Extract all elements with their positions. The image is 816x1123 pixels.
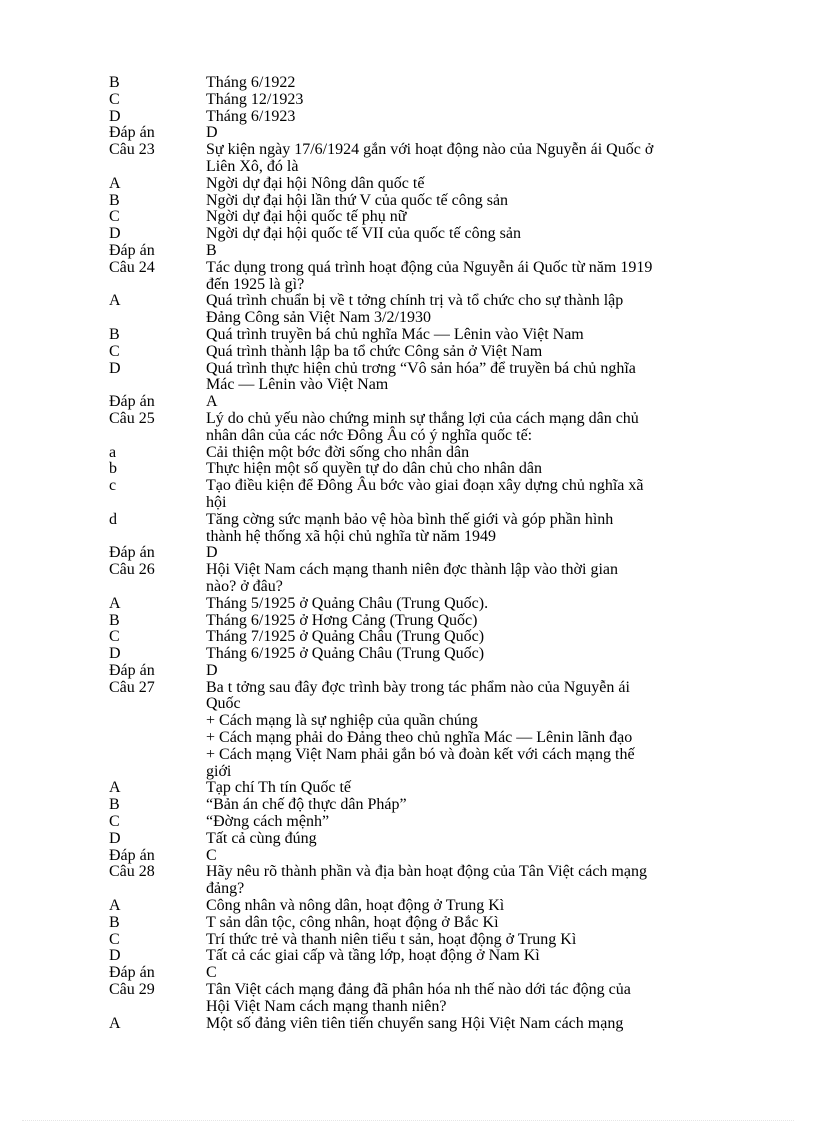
text-line: Tác dụng trong quá trình hoạt động của Nguyễn ái Quốc từ năm 1919 bbox=[206, 258, 653, 276]
row-text bbox=[206, 176, 749, 193]
row-label: C bbox=[109, 90, 120, 108]
row-text bbox=[206, 932, 749, 949]
row-label: b bbox=[109, 460, 117, 478]
question-row bbox=[109, 982, 749, 1016]
question-row bbox=[109, 293, 749, 327]
text-line: Mác — Lênin vào Việt Nam bbox=[206, 376, 389, 394]
text-line: B bbox=[206, 241, 217, 259]
row-label: c bbox=[109, 477, 117, 495]
row-label: D bbox=[109, 225, 121, 243]
row-text bbox=[206, 680, 749, 781]
text-line: + Cách mạng là sự nghiệp của quần chúng bbox=[206, 712, 478, 730]
row-text bbox=[206, 864, 749, 898]
row-text bbox=[206, 948, 749, 965]
row-label: B bbox=[109, 796, 120, 814]
text-line: Ba t tởng sau đây đợc trình bày trong tác phẩm nào của Nguyễn ái bbox=[206, 678, 630, 696]
text-line: Ngời dự đại hội lần thứ V của quốc tế công sản bbox=[206, 191, 509, 209]
row-label: Đáp án bbox=[109, 846, 155, 864]
question-row bbox=[109, 663, 749, 680]
question-row bbox=[109, 613, 749, 630]
text-line: C bbox=[206, 964, 217, 982]
text-line: D bbox=[206, 661, 218, 679]
text-line: Sự kiện ngày 17/6/1924 gắn với hoạt động nào của Nguyễn ái Quốc ở bbox=[206, 141, 654, 159]
row-label: Câu 27 bbox=[109, 678, 155, 696]
row-text bbox=[206, 629, 749, 646]
row-text bbox=[206, 848, 749, 865]
row-text bbox=[206, 293, 749, 327]
question-row bbox=[109, 915, 749, 932]
text-line: + Cách mạng phải do Đảng theo chủ nghĩa Mác — Lênin lãnh đạo bbox=[206, 729, 633, 747]
question-row bbox=[109, 797, 749, 814]
question-row bbox=[109, 864, 749, 898]
text-line: Đảng Công sản Việt Nam 3/2/1930 bbox=[206, 309, 431, 327]
row-text bbox=[206, 545, 749, 562]
question-row bbox=[109, 965, 749, 982]
row-label: A bbox=[109, 292, 121, 310]
row-label: A bbox=[109, 897, 121, 915]
row-text bbox=[206, 814, 749, 831]
row-text bbox=[206, 344, 749, 361]
question-row bbox=[109, 394, 749, 411]
row-label: Đáp án bbox=[109, 964, 155, 982]
row-label: Câu 29 bbox=[109, 981, 155, 999]
row-label: B bbox=[109, 611, 120, 629]
row-text bbox=[206, 461, 749, 478]
text-line: Tháng 6/1923 bbox=[206, 107, 296, 125]
row-label: C bbox=[109, 208, 120, 226]
question-row bbox=[109, 142, 749, 176]
row-label: D bbox=[109, 359, 121, 377]
text-line: nhân dân của các nớc Đông Âu có ý nghĩa quốc tế: bbox=[206, 426, 533, 444]
text-line: thành hệ thống xã hội chủ nghĩa từ năm 1949 bbox=[206, 527, 496, 545]
text-line: Tháng 12/1923 bbox=[206, 90, 304, 108]
question-row bbox=[109, 646, 749, 663]
row-label: Đáp án bbox=[109, 241, 155, 259]
row-label: D bbox=[109, 645, 121, 663]
text-line: Tháng 7/1925 ở Quảng Châu (Trung Quốc) bbox=[206, 628, 485, 646]
text-line: Quá trình thực hiện chủ trơng “Vô sản hóa” để truyền bá chủ nghĩa bbox=[206, 359, 636, 377]
text-line: Tháng 6/1922 bbox=[206, 74, 296, 91]
row-text bbox=[206, 663, 749, 680]
question-row bbox=[109, 260, 749, 294]
question-row bbox=[109, 545, 749, 562]
question-row bbox=[109, 948, 749, 965]
row-text bbox=[206, 193, 749, 210]
row-label: A bbox=[109, 779, 121, 797]
text-line: Quá trình chuẩn bị về t tởng chính trị và tổ chức cho sự thành lập bbox=[206, 292, 624, 310]
text-line: Ngời dự đại hội Nông dân quốc tế bbox=[206, 174, 425, 192]
question-row bbox=[109, 411, 749, 445]
question-row bbox=[109, 243, 749, 260]
row-label: A bbox=[109, 594, 121, 612]
row-label: D bbox=[109, 947, 121, 965]
row-text bbox=[206, 915, 749, 932]
question-row bbox=[109, 831, 749, 848]
row-label: B bbox=[109, 191, 120, 209]
text-line: C bbox=[206, 846, 217, 864]
question-row bbox=[109, 344, 749, 361]
text-line: Tất cả cùng đúng bbox=[206, 829, 317, 847]
question-row bbox=[109, 780, 749, 797]
text-line: Liên Xô, đó là bbox=[206, 157, 299, 175]
text-line: Hội Việt Nam cách mạng thanh niên đợc thành lập vào thời gian bbox=[206, 561, 618, 579]
row-label: C bbox=[109, 930, 120, 948]
row-label: C bbox=[109, 628, 120, 646]
text-line: + Cách mạng Việt Nam phải gắn bó và đoàn kết với cách mạng thế bbox=[206, 745, 635, 763]
text-line: đến 1925 là gì? bbox=[206, 275, 305, 293]
text-line: hội bbox=[206, 493, 227, 511]
row-text bbox=[206, 562, 749, 596]
row-label: A bbox=[109, 174, 121, 192]
row-text bbox=[206, 898, 749, 915]
question-row bbox=[109, 478, 749, 512]
text-line: Trí thức trẻ và thanh niên tiểu t sản, hoạt động ở Trung Kì bbox=[206, 930, 577, 948]
row-text bbox=[206, 797, 749, 814]
text-line: Tất cả các giai cấp và tầng lớp, hoạt động ở Nam Kì bbox=[206, 947, 540, 965]
question-row bbox=[109, 125, 749, 142]
row-text bbox=[206, 260, 749, 294]
text-line: Tạp chí Th tín Quốc tế bbox=[206, 779, 351, 797]
row-label: Câu 25 bbox=[109, 409, 155, 427]
text-line: Hội Việt Nam cách mạng thanh niên? bbox=[206, 997, 447, 1015]
row-label: d bbox=[109, 510, 117, 528]
text-line: Một số đảng viên tiên tiến chuyển sang Hội Việt Nam cách mạng bbox=[206, 1014, 624, 1032]
text-line: giới bbox=[206, 762, 232, 780]
text-line: Ngời dự đại hội quốc tế VII của quốc tế công sản bbox=[206, 225, 521, 243]
text-line: Tạo điều kiện để Đông Âu bớc vào giai đoạn xây dựng chủ nghĩa xã bbox=[206, 477, 644, 495]
question-row bbox=[109, 92, 749, 109]
row-text bbox=[206, 361, 749, 395]
row-text bbox=[206, 226, 749, 243]
text-line: Lý do chủ yếu nào chứng minh sự thắng lợi của cách mạng dân chủ bbox=[206, 409, 639, 427]
question-row bbox=[109, 848, 749, 865]
question-row bbox=[109, 562, 749, 596]
row-label: Câu 24 bbox=[109, 258, 155, 276]
text-line: Quốc bbox=[206, 695, 241, 713]
text-line: Tháng 6/1925 ở Hơng Cảng (Trung Quốc) bbox=[206, 611, 478, 629]
row-text bbox=[206, 596, 749, 613]
text-line: Tháng 6/1925 ở Quảng Châu (Trung Quốc) bbox=[206, 645, 485, 663]
row-text bbox=[206, 646, 749, 663]
row-text bbox=[206, 411, 749, 445]
row-label: C bbox=[109, 813, 120, 831]
row-label: Đáp án bbox=[109, 124, 155, 142]
row-text bbox=[206, 445, 749, 462]
question-row bbox=[109, 445, 749, 462]
row-label: a bbox=[109, 443, 117, 461]
row-label: B bbox=[109, 913, 120, 931]
question-row bbox=[109, 629, 749, 646]
question-row bbox=[109, 1016, 749, 1033]
row-label: D bbox=[109, 107, 121, 125]
text-line: Quá trình truyền bá chủ nghĩa Mác — Lênin vào Việt Nam bbox=[206, 325, 584, 343]
text-line: “Đờng cách mệnh” bbox=[206, 813, 330, 831]
text-line: D bbox=[206, 124, 218, 142]
row-label: A bbox=[109, 1014, 121, 1032]
row-label: Câu 28 bbox=[109, 863, 155, 881]
text-line: Ngời dự đại hội quốc tế phụ nữ bbox=[206, 208, 407, 226]
row-text bbox=[206, 75, 749, 92]
row-text bbox=[206, 1016, 749, 1033]
question-row bbox=[109, 461, 749, 478]
row-text bbox=[206, 327, 749, 344]
row-text bbox=[206, 982, 749, 1016]
question-row bbox=[109, 109, 749, 126]
text-line: T sản dân tộc, công nhân, hoạt động ở Bắc Kì bbox=[206, 913, 499, 931]
page-bottom-rule bbox=[22, 1120, 794, 1121]
row-text bbox=[206, 831, 749, 848]
row-label: C bbox=[109, 342, 120, 360]
question-row bbox=[109, 814, 749, 831]
row-label: Câu 23 bbox=[109, 141, 155, 159]
text-line: nào? ở đâu? bbox=[206, 577, 283, 595]
question-row bbox=[109, 193, 749, 210]
question-row bbox=[109, 327, 749, 344]
question-row bbox=[109, 75, 749, 92]
row-text bbox=[206, 209, 749, 226]
question-row bbox=[109, 361, 749, 395]
question-row bbox=[109, 898, 749, 915]
text-line: “Bản án chế độ thực dân Pháp” bbox=[206, 796, 407, 814]
text-line: Quá trình thành lập ba tổ chức Công sản ở Việt Nam bbox=[206, 342, 543, 360]
row-label: D bbox=[109, 829, 121, 847]
text-line: D bbox=[206, 544, 218, 562]
text-line: đảng? bbox=[206, 880, 245, 898]
row-text bbox=[206, 109, 749, 126]
row-text bbox=[206, 142, 749, 176]
row-text bbox=[206, 92, 749, 109]
row-label: B bbox=[109, 74, 120, 91]
row-text bbox=[206, 780, 749, 797]
row-text bbox=[206, 478, 749, 512]
question-row bbox=[109, 596, 749, 613]
row-text bbox=[206, 243, 749, 260]
question-row bbox=[109, 209, 749, 226]
row-text bbox=[206, 965, 749, 982]
row-label: Đáp án bbox=[109, 544, 155, 562]
text-line: Cải thiện một bớc đời sống cho nhân dân bbox=[206, 443, 470, 461]
text-line: Tăng cờng sức mạnh bảo vệ hòa bình thế giới và góp phần hình bbox=[206, 510, 614, 528]
text-line: Tân Việt cách mạng đảng đã phân hóa nh thế nào dới tác động của bbox=[206, 981, 631, 999]
row-label: Đáp án bbox=[109, 393, 155, 411]
question-row bbox=[109, 680, 749, 781]
text-line: Thực hiện một số quyền tự do dân chủ cho nhân dân bbox=[206, 460, 542, 478]
text-line: A bbox=[206, 393, 218, 411]
row-label: Câu 26 bbox=[109, 561, 155, 579]
text-line: Hãy nêu rõ thành phần và địa bàn hoạt động của Tân Việt cách mạng bbox=[206, 863, 647, 881]
row-label: Đáp án bbox=[109, 661, 155, 679]
row-text bbox=[206, 613, 749, 630]
text-line: Công nhân và nông dân, hoạt động ở Trung Kì bbox=[206, 897, 505, 915]
question-row bbox=[109, 932, 749, 949]
row-text bbox=[206, 512, 749, 546]
question-row bbox=[109, 176, 749, 193]
document-page bbox=[109, 75, 749, 1032]
row-text bbox=[206, 394, 749, 411]
question-row bbox=[109, 226, 749, 243]
row-label: B bbox=[109, 325, 120, 343]
question-row bbox=[109, 512, 749, 546]
row-text bbox=[206, 125, 749, 142]
text-line: Tháng 5/1925 ở Quảng Châu (Trung Quốc). bbox=[206, 594, 489, 612]
